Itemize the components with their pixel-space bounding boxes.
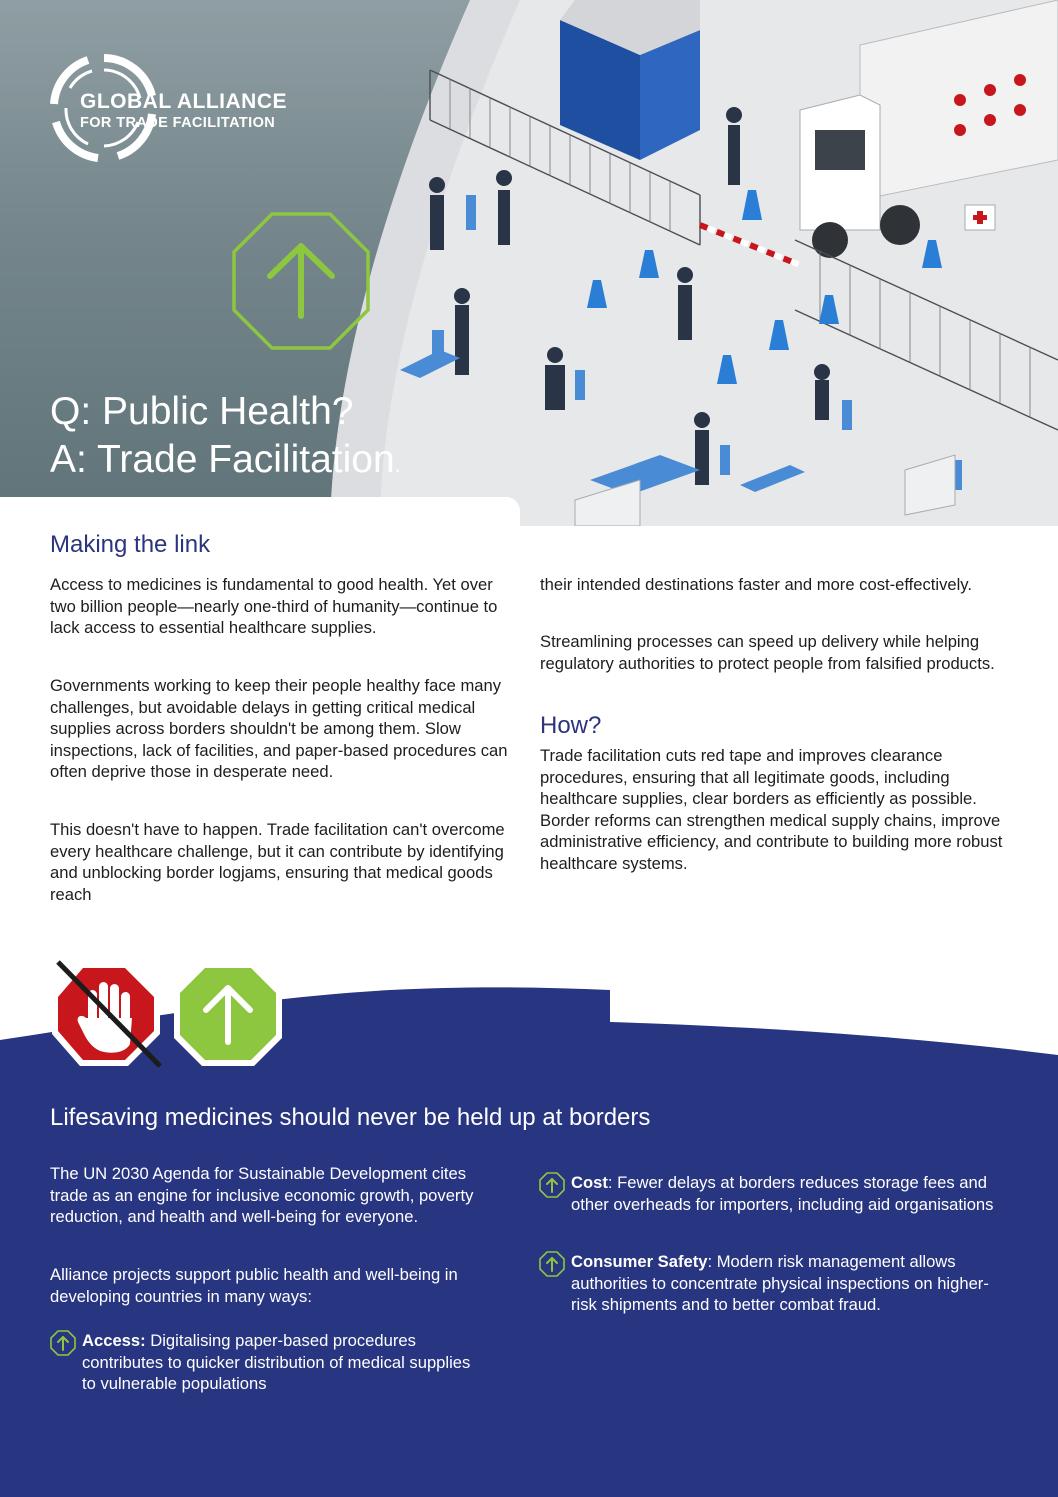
- how-paragraph: Trade facilitation cuts red tape and improves clearance procedures, ensuring that all legitimate goods, including healthcare supplies, clear borders as efficiently as possible. Border reforms can strengthen medical supply chains, improve administrative efficiency, and contribute to building more robust healthcare systems.: [540, 746, 1003, 873]
- bullet-consumer-safety-label: Consumer Safety: [571, 1252, 708, 1271]
- hero-title-answer: A: Trade Facilitation: [50, 438, 395, 481]
- bullet-consumer-safety-text: [571, 1251, 1009, 1316]
- making-link-paragraph-4: their intended destinations faster and more cost-effectively.: [540, 575, 972, 594]
- bullet-access: [50, 1330, 490, 1400]
- bullet-arrow-icon: [50, 1330, 76, 1356]
- stop-hand-icon: [48, 958, 168, 1070]
- lifesaving-paragraph-2: Alliance projects support public health and well-being in developing countries in many ways:: [50, 1265, 458, 1306]
- making-link-paragraph-3: This doesn't have to happen. Trade facilitation can't overcome every healthcare challenge, but it can contribute by identifying and unblocking border logjams, ensuring that medical goods reach: [50, 820, 505, 904]
- bullet-access-text: [82, 1330, 487, 1395]
- hero-title: [50, 388, 401, 489]
- lifesaving-paragraph-1: The UN 2030 Agenda for Sustainable Development cites trade as an engine for inclusive economic growth, poverty reduction, and health and well-being for everyone.: [50, 1164, 474, 1227]
- bullet-access-label: Access:: [82, 1331, 146, 1350]
- bullet-arrow-icon: [539, 1172, 565, 1198]
- lifesaving-heading: Lifesaving medicines should never be held up at borders: [50, 1104, 651, 1131]
- bullet-cost: [539, 1172, 1009, 1242]
- bullet-arrow-icon: [539, 1251, 565, 1277]
- making-link-heading: Making the link: [50, 531, 211, 558]
- making-link-paragraph-5: Streamlining processes can speed up delivery while helping regulatory authorities to protect people from falsified products.: [540, 632, 995, 673]
- logo-line-2: FOR TRADE FACILITATION: [80, 115, 276, 131]
- hero-banner: [0, 0, 1058, 526]
- bullet-cost-label: Cost: [571, 1173, 608, 1192]
- bullet-access-body: Digitalising paper-based procedures contributes to quicker distribution of medical supplies to vulnerable populations: [82, 1331, 471, 1394]
- hero-bottom-tab: [0, 497, 520, 526]
- making-link-paragraph-1: Access to medicines is fundamental to good health. Yet over two billion people—nearly one-third of humanity—continue to lack access to essential healthcare supplies.: [50, 575, 498, 638]
- hero-title-question: Q: Public Health?: [50, 390, 354, 433]
- bullet-cost-text: [571, 1172, 1009, 1215]
- logo-line-1: GLOBAL ALLIANCE: [80, 90, 287, 113]
- bullet-consumer-safety-body: : Modern risk management allows authorities to concentrate physical inspections on higher-risk shipments and to better combat fraud.: [571, 1252, 989, 1315]
- bullet-consumer-safety: [539, 1251, 1009, 1341]
- go-arrow-icon: [170, 958, 286, 1070]
- hero-title-dot: .: [394, 452, 401, 477]
- making-link-paragraph-2: Governments working to keep their people healthy face many challenges, but avoidable delays in getting critical medical supplies across borders shouldn't be among them. Slow inspections, lack of facilities, and paper-based procedures can often deprive those in desperate need.: [50, 676, 508, 782]
- how-heading: How?: [540, 712, 602, 739]
- alliance-logo: [48, 52, 338, 164]
- bullet-cost-body: : Fewer delays at borders reduces storage fees and other overheads for importers, including aid organisations: [571, 1173, 994, 1214]
- up-arrow-octagon-icon: [230, 210, 372, 352]
